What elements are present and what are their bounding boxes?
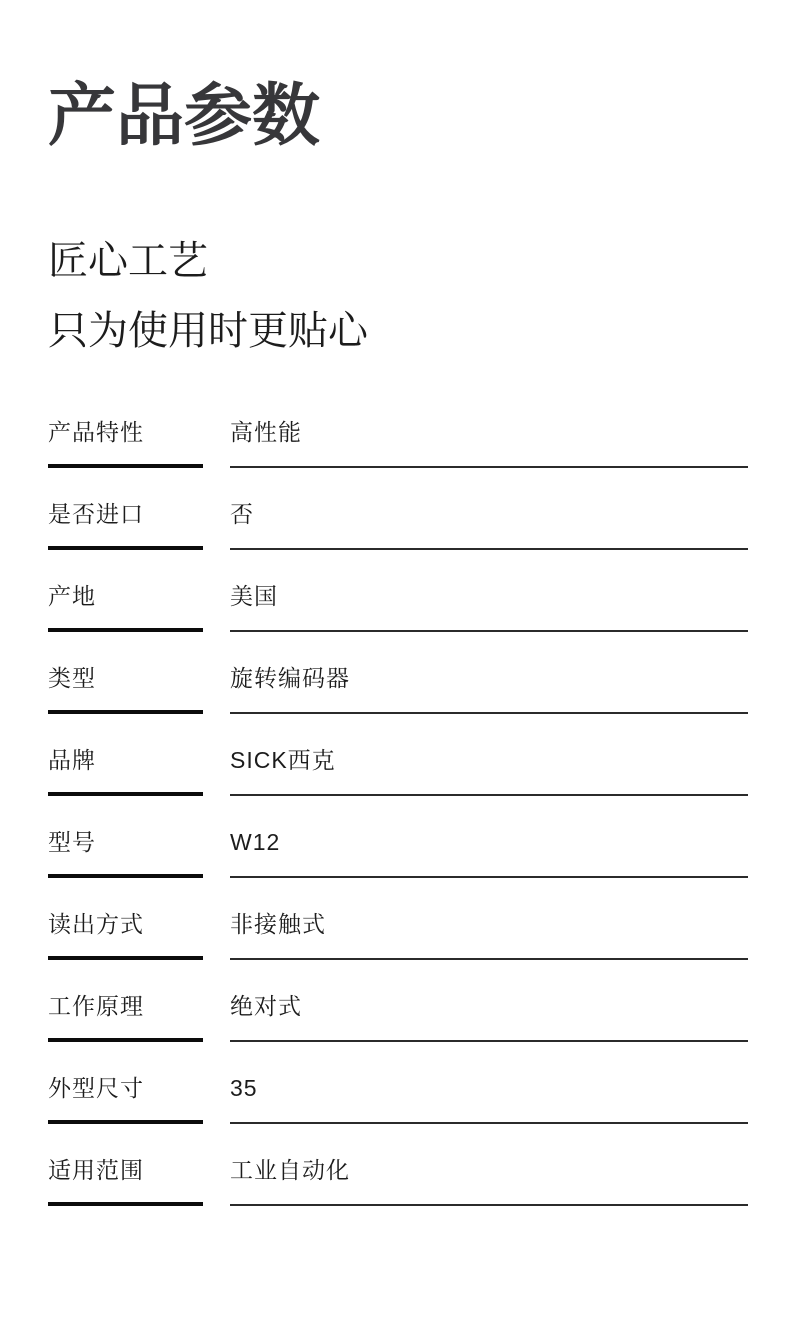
- spec-table: [48, 418, 748, 1206]
- page-title: 产品参数: [48, 78, 321, 154]
- spec-label: 品牌: [48, 746, 203, 796]
- spec-label: 型号: [48, 828, 203, 878]
- spec-value: 否: [230, 500, 748, 550]
- spec-label: 适用范围: [48, 1156, 203, 1206]
- spec-label: 外型尺寸: [48, 1074, 203, 1124]
- spec-row: [48, 828, 748, 878]
- spec-value: 35: [230, 1074, 748, 1124]
- spec-row: [48, 1074, 748, 1124]
- spec-row: [48, 418, 748, 468]
- spec-row: [48, 910, 748, 960]
- spec-value: 美国: [230, 582, 748, 632]
- spec-row: [48, 582, 748, 632]
- spec-row: [48, 664, 748, 714]
- tagline-line-1: 匠心工艺: [48, 239, 208, 283]
- spec-row: [48, 500, 748, 550]
- spec-value: 旋转编码器: [230, 664, 748, 714]
- tagline-line-2: 只为使用时更贴心: [48, 309, 368, 353]
- spec-row: [48, 992, 748, 1042]
- spec-value: 工业自动化: [230, 1156, 748, 1206]
- spec-value: 高性能: [230, 418, 748, 468]
- spec-label: 工作原理: [48, 992, 203, 1042]
- spec-label: 类型: [48, 664, 203, 714]
- spec-row: [48, 746, 748, 796]
- spec-row: [48, 1156, 748, 1206]
- spec-label: 产地: [48, 582, 203, 632]
- spec-value: SICK西克: [230, 746, 748, 796]
- spec-label: 是否进口: [48, 500, 203, 550]
- spec-label: 读出方式: [48, 910, 203, 960]
- spec-value: W12: [230, 828, 748, 878]
- spec-label: 产品特性: [48, 418, 203, 468]
- tagline: [48, 226, 748, 366]
- spec-value: 非接触式: [230, 910, 748, 960]
- spec-value: 绝对式: [230, 992, 748, 1042]
